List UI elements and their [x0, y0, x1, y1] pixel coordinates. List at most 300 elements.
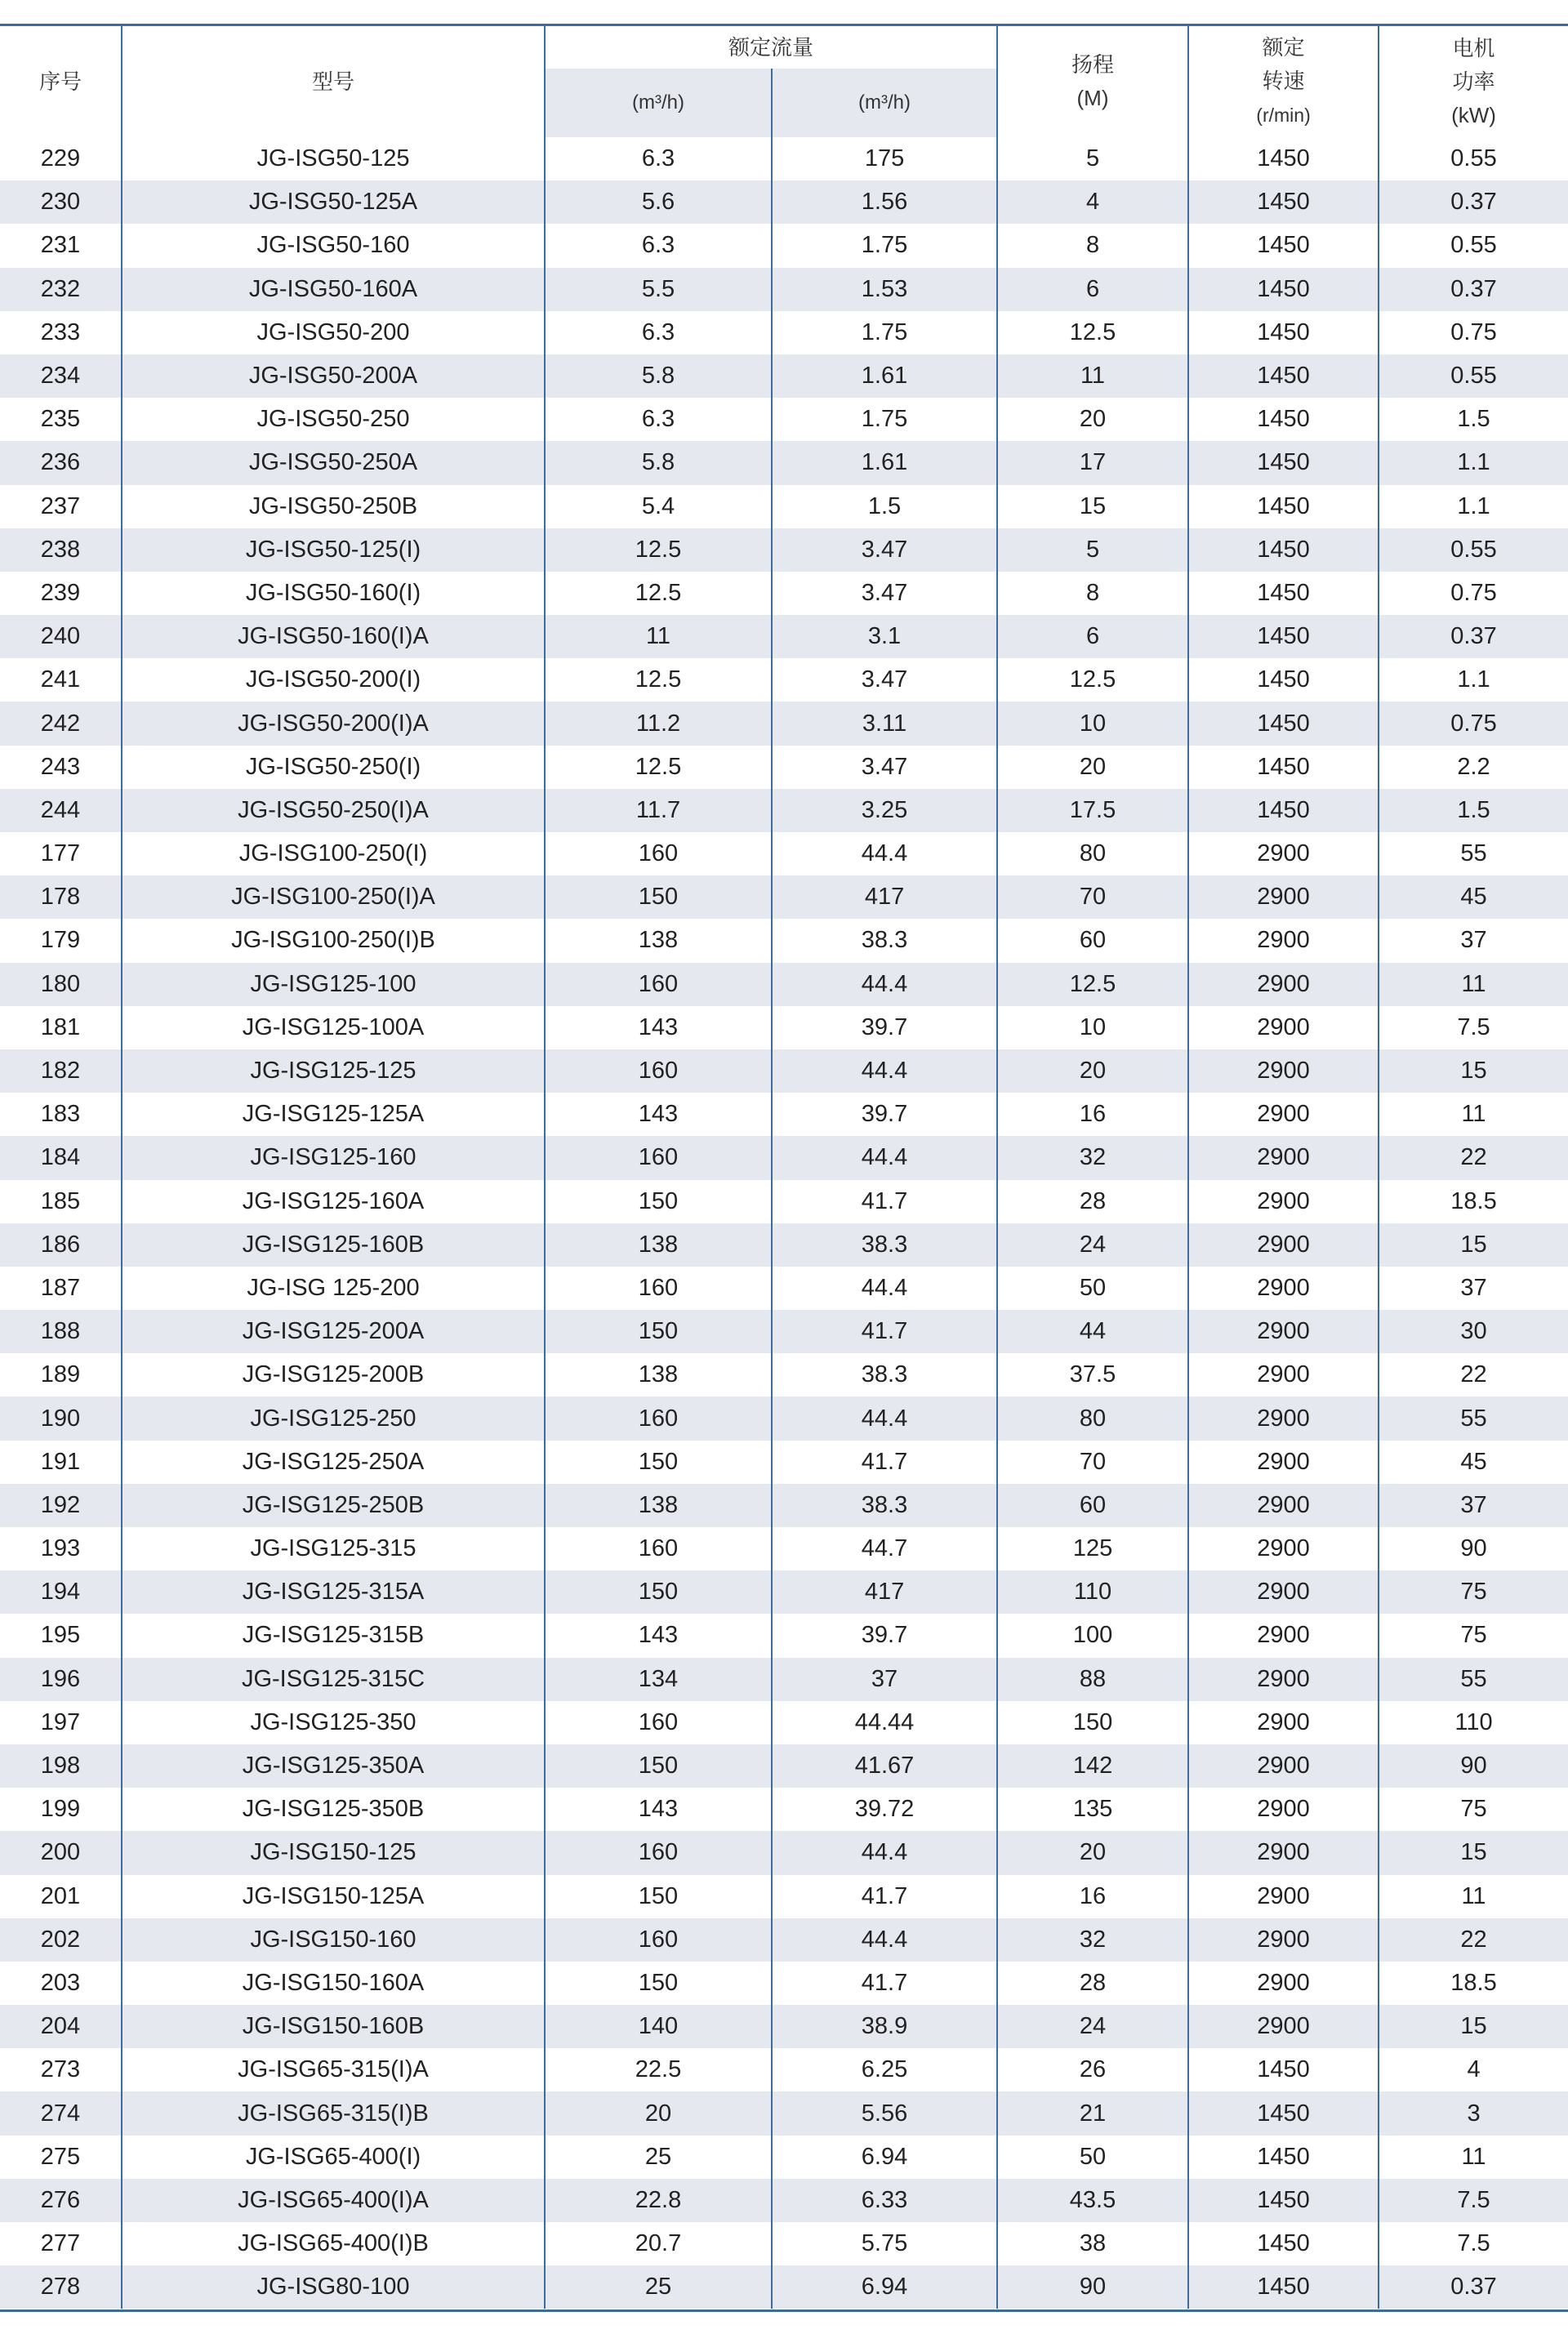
table-row — [0, 1875, 1568, 1918]
header-model-label: 型号 — [311, 69, 354, 94]
cell-power: 11 — [1379, 2136, 1568, 2179]
cell-power: 0.55 — [1379, 354, 1568, 398]
cell-power: 22 — [1379, 1136, 1568, 1179]
cell-no: 194 — [0, 1570, 122, 1614]
cell-flow-a: 12.5 — [545, 572, 772, 615]
cell-model: JG-ISG50-200A — [122, 354, 545, 398]
cell-flow-b: 6.94 — [772, 2265, 997, 2309]
cell-speed: 2900 — [1188, 1962, 1379, 2005]
cell-power: 0.55 — [1379, 224, 1568, 267]
cell-head: 6 — [997, 268, 1188, 311]
cell-no: 203 — [40, 1969, 81, 1996]
cell-speed: 2900 — [1188, 1570, 1379, 1614]
header-no-label: 序号 — [38, 69, 82, 94]
cell-speed: 2900 — [1188, 919, 1379, 962]
cell-model: JG-ISG125-125 — [122, 1049, 545, 1093]
cell-power: 90 — [1379, 1527, 1568, 1570]
table-row — [0, 875, 1568, 919]
cell-model: JG-ISG 125-200 — [122, 1267, 545, 1310]
cell-no: 275 — [40, 2143, 81, 2170]
cell-power: 7.5 — [1379, 1006, 1568, 1049]
cell-head: 37.5 — [997, 1353, 1188, 1396]
cell-head: 142 — [997, 1744, 1188, 1788]
cell-model: JG-ISG125-125A — [122, 1093, 545, 1136]
cell-power: 0.75 — [1379, 311, 1568, 354]
cell-flow-b: 3.25 — [772, 789, 997, 832]
cell-flow-a: 150 — [545, 1180, 772, 1223]
cell-flow-a: 20 — [545, 2091, 772, 2135]
header-speed-label-2: 转速 — [1262, 69, 1305, 93]
cell-speed: 2900 — [1188, 1484, 1379, 1527]
cell-power: 1.1 — [1379, 485, 1568, 528]
cell-speed: 2900 — [1188, 1744, 1379, 1788]
bottom-rule — [0, 2310, 1568, 2312]
header-head-label: 扬程 — [1071, 52, 1115, 77]
table-row — [0, 1918, 1568, 1962]
cell-no: 243 — [40, 753, 81, 780]
header-speed-unit: (r/min) — [1256, 105, 1311, 126]
cell-speed: 1450 — [1188, 746, 1379, 789]
table-row — [0, 180, 1568, 224]
cell-flow-b: 39.7 — [772, 1614, 997, 1657]
cell-flow-a: 25 — [545, 2265, 772, 2309]
cell-model: JG-ISG150-160A — [122, 1962, 545, 2005]
table-row — [0, 398, 1568, 441]
cell-speed: 1450 — [1188, 398, 1379, 441]
cell-power: 75 — [1379, 1570, 1568, 1614]
table-row — [0, 1006, 1568, 1049]
cell-model: JG-ISG125-100A — [122, 1006, 545, 1049]
cell-flow-b: 44.4 — [772, 1831, 997, 1874]
cell-flow-b: 1.61 — [772, 441, 997, 484]
header-no — [0, 26, 122, 137]
cell-no: 244 — [0, 789, 122, 832]
cell-head: 32 — [997, 1918, 1188, 1962]
cell-power: 75 — [1379, 1614, 1568, 1657]
cell-flow-b: 44.4 — [772, 1049, 997, 1093]
cell-head: 20 — [997, 1049, 1188, 1093]
table-row — [0, 268, 1568, 311]
cell-speed: 1450 — [1188, 789, 1379, 832]
cell-model: JG-ISG125-350 — [122, 1701, 545, 1744]
cell-power: 22 — [1379, 1353, 1568, 1396]
cell-model: JG-ISG125-250 — [122, 1396, 545, 1440]
cell-model: JG-ISG125-160A — [122, 1180, 545, 1223]
cell-speed: 1450 — [1188, 2179, 1379, 2222]
cell-power: 1.5 — [1379, 789, 1568, 832]
cell-flow-a: 5.4 — [545, 485, 772, 528]
cell-head: 70 — [997, 875, 1188, 919]
cell-model: JG-ISG125-315C — [122, 1658, 545, 1701]
cell-flow-a: 160 — [545, 1918, 772, 1962]
table-row — [0, 1136, 1568, 1179]
cell-speed: 1450 — [1188, 137, 1379, 180]
cell-speed: 1450 — [1188, 615, 1379, 658]
cell-flow-a: 160 — [545, 1527, 772, 1570]
cell-head: 16 — [997, 1093, 1188, 1136]
cell-model: JG-ISG100-250(I) — [122, 832, 545, 875]
cell-flow-a: 5.8 — [545, 354, 772, 398]
header-model — [122, 26, 545, 137]
cell-power: 37 — [1379, 919, 1568, 962]
cell-head: 70 — [997, 1441, 1188, 1484]
cell-speed: 2900 — [1188, 1353, 1379, 1396]
cell-flow-a: 12.5 — [545, 528, 772, 572]
cell-speed: 2900 — [1188, 1527, 1379, 1570]
cell-flow-b: 39.7 — [772, 1006, 997, 1049]
cell-head: 26 — [997, 2048, 1188, 2091]
table-row — [0, 1049, 1568, 1093]
cell-power: 18.5 — [1379, 1180, 1568, 1223]
cell-no: 276 — [0, 2179, 122, 2222]
cell-speed: 1450 — [1188, 702, 1379, 745]
cell-flow-a: 6.3 — [545, 224, 772, 267]
cell-head: 5 — [997, 137, 1188, 180]
cell-flow-b: 6.94 — [772, 2136, 997, 2179]
pump-spec-table — [0, 26, 1568, 2309]
cell-speed: 2900 — [1188, 1180, 1379, 1223]
cell-speed: 2900 — [1188, 832, 1379, 875]
cell-flow-b: 1.75 — [772, 311, 997, 354]
cell-model: JG-ISG65-315(I)B — [122, 2091, 545, 2135]
cell-flow-b: 1.75 — [772, 224, 997, 267]
cell-head: 80 — [997, 832, 1188, 875]
cell-flow-b: 175 — [772, 137, 997, 180]
cell-model: JG-ISG50-125(I) — [122, 528, 545, 572]
cell-head: 10 — [997, 1006, 1188, 1049]
header-flow — [545, 26, 997, 69]
cell-model: JG-ISG50-125 — [122, 137, 545, 180]
table-row — [0, 2048, 1568, 2091]
cell-no: 193 — [40, 1535, 81, 1562]
cell-flow-b: 6.25 — [772, 2048, 997, 2091]
cell-model: JG-ISG125-250B — [122, 1484, 545, 1527]
cell-head: 15 — [997, 485, 1188, 528]
cell-head: 12.5 — [997, 311, 1188, 354]
cell-head: 44 — [997, 1310, 1188, 1353]
cell-speed: 2900 — [1188, 1441, 1379, 1484]
cell-head: 50 — [997, 2136, 1188, 2179]
cell-no: 239 — [40, 579, 81, 606]
cell-speed: 1450 — [1188, 354, 1379, 398]
cell-flow-b: 1.53 — [772, 268, 997, 311]
cell-flow-a: 12.5 — [545, 746, 772, 789]
header-head-unit: (M) — [1076, 86, 1109, 110]
cell-speed: 2900 — [1188, 1006, 1379, 1049]
cell-flow-b: 38.3 — [772, 1353, 997, 1396]
cell-no: 180 — [0, 963, 122, 1006]
cell-speed: 2900 — [1188, 1918, 1379, 1962]
cell-head: 17 — [997, 441, 1188, 484]
cell-head: 24 — [997, 2005, 1188, 2048]
cell-no: 198 — [0, 1744, 122, 1788]
cell-power: 1.1 — [1379, 658, 1568, 702]
cell-speed: 2900 — [1188, 1223, 1379, 1267]
cell-speed: 1450 — [1188, 485, 1379, 528]
cell-model: JG-ISG50-160 — [122, 224, 545, 267]
cell-flow-b: 417 — [772, 875, 997, 919]
cell-power: 1.1 — [1379, 441, 1568, 484]
cell-head: 8 — [997, 224, 1188, 267]
cell-power: 7.5 — [1379, 2222, 1568, 2265]
cell-flow-a: 150 — [545, 1441, 772, 1484]
cell-head: 80 — [997, 1396, 1188, 1440]
header-power — [1379, 26, 1568, 137]
cell-power: 55 — [1379, 832, 1568, 875]
table-row — [0, 1614, 1568, 1657]
cell-flow-a: 25 — [545, 2136, 772, 2179]
cell-flow-a: 160 — [545, 963, 772, 1006]
cell-no: 177 — [40, 840, 81, 867]
cell-flow-b: 38.3 — [772, 1223, 997, 1267]
cell-flow-b: 44.4 — [772, 1918, 997, 1962]
cell-no: 184 — [0, 1136, 122, 1179]
cell-flow-a: 160 — [545, 1136, 772, 1179]
table-row — [0, 1701, 1568, 1744]
table-row — [0, 2136, 1568, 2179]
cell-model: JG-ISG150-125 — [122, 1831, 545, 1874]
cell-flow-b: 1.75 — [772, 398, 997, 441]
cell-head: 50 — [997, 1267, 1188, 1310]
cell-flow-b: 3.47 — [772, 658, 997, 702]
cell-flow-b: 6.33 — [772, 2179, 997, 2222]
cell-no: 273 — [40, 2056, 81, 2083]
cell-model: JG-ISG65-400(I)B — [122, 2222, 545, 2265]
cell-power: 15 — [1379, 1831, 1568, 1874]
cell-no: 189 — [40, 1361, 81, 1388]
cell-model: JG-ISG50-250 — [122, 398, 545, 441]
table-row — [0, 658, 1568, 702]
cell-flow-a: 22.5 — [545, 2048, 772, 2091]
cell-no: 181 — [40, 1013, 81, 1040]
cell-head: 12.5 — [997, 963, 1188, 1006]
cell-power: 75 — [1379, 1788, 1568, 1831]
cell-speed: 2900 — [1188, 1267, 1379, 1310]
cell-model: JG-ISG125-350A — [122, 1744, 545, 1788]
cell-speed: 1450 — [1188, 572, 1379, 615]
cell-flow-a: 138 — [545, 1353, 772, 1396]
cell-speed: 1450 — [1188, 2048, 1379, 2091]
cell-head: 38 — [997, 2222, 1188, 2265]
cell-flow-a: 20.7 — [545, 2222, 772, 2265]
cell-flow-a: 138 — [545, 919, 772, 962]
table-row — [0, 832, 1568, 875]
cell-model: JG-ISG50-200(I) — [122, 658, 545, 702]
cell-speed: 2900 — [1188, 963, 1379, 1006]
cell-flow-b: 1.56 — [772, 180, 997, 224]
cell-flow-a: 138 — [545, 1484, 772, 1527]
table-row — [0, 1310, 1568, 1353]
cell-model: JG-ISG50-250A — [122, 441, 545, 484]
cell-flow-b: 3.47 — [772, 746, 997, 789]
cell-model: JG-ISG50-250(I) — [122, 746, 545, 789]
cell-head: 17.5 — [997, 789, 1188, 832]
cell-flow-a: 150 — [545, 875, 772, 919]
cell-power: 0.75 — [1379, 572, 1568, 615]
cell-no: 202 — [0, 1918, 122, 1962]
cell-power: 45 — [1379, 875, 1568, 919]
table-row — [0, 1831, 1568, 1874]
cell-flow-a: 134 — [545, 1658, 772, 1701]
cell-power: 15 — [1379, 1049, 1568, 1093]
cell-flow-a: 12.5 — [545, 658, 772, 702]
cell-no: 240 — [0, 615, 122, 658]
cell-speed: 2900 — [1188, 1396, 1379, 1440]
cell-speed: 1450 — [1188, 528, 1379, 572]
table-row — [0, 354, 1568, 398]
cell-flow-b: 38.3 — [772, 1484, 997, 1527]
cell-speed: 2900 — [1188, 1788, 1379, 1831]
cell-no: 192 — [0, 1484, 122, 1527]
cell-head: 6 — [997, 615, 1188, 658]
cell-power: 11 — [1379, 963, 1568, 1006]
cell-model: JG-ISG65-315(I)A — [122, 2048, 545, 2091]
cell-no: 278 — [0, 2265, 122, 2309]
header-power-label-1: 电机 — [1452, 35, 1495, 60]
table-row — [0, 485, 1568, 528]
cell-head: 20 — [997, 398, 1188, 441]
cell-model: JG-ISG125-160 — [122, 1136, 545, 1179]
cell-model: JG-ISG125-315A — [122, 1570, 545, 1614]
cell-head: 125 — [997, 1527, 1188, 1570]
cell-model: JG-ISG125-315B — [122, 1614, 545, 1657]
cell-no: 195 — [40, 1622, 81, 1649]
table-row — [0, 2005, 1568, 2048]
table-row — [0, 137, 1568, 180]
cell-flow-a: 143 — [545, 1614, 772, 1657]
cell-flow-a: 160 — [545, 1396, 772, 1440]
cell-model: JG-ISG125-100 — [122, 963, 545, 1006]
table-row — [0, 746, 1568, 789]
cell-speed: 1450 — [1188, 311, 1379, 354]
cell-no: 187 — [40, 1274, 81, 1301]
cell-speed: 2900 — [1188, 1093, 1379, 1136]
cell-flow-b: 3.1 — [772, 615, 997, 658]
cell-flow-b: 1.61 — [772, 354, 997, 398]
cell-head: 24 — [997, 1223, 1188, 1267]
cell-flow-b: 38.9 — [772, 2005, 997, 2048]
cell-head: 16 — [997, 1875, 1188, 1918]
cell-power: 11 — [1379, 1875, 1568, 1918]
table-row — [0, 224, 1568, 267]
cell-model: JG-ISG150-125A — [122, 1875, 545, 1918]
cell-model: JG-ISG50-250(I)A — [122, 789, 545, 832]
cell-speed: 2900 — [1188, 1310, 1379, 1353]
cell-flow-b: 44.4 — [772, 832, 997, 875]
cell-model: JG-ISG50-160(I)A — [122, 615, 545, 658]
cell-no: 183 — [40, 1101, 81, 1128]
cell-head: 11 — [997, 354, 1188, 398]
cell-no: 232 — [0, 268, 122, 311]
header-speed — [1188, 26, 1379, 137]
cell-power: 3 — [1379, 2091, 1568, 2135]
cell-head: 20 — [997, 1831, 1188, 1874]
cell-head: 20 — [997, 746, 1188, 789]
cell-flow-b: 417 — [772, 1570, 997, 1614]
cell-power: 0.37 — [1379, 615, 1568, 658]
cell-model: JG-ISG65-400(I) — [122, 2136, 545, 2179]
cell-no: 185 — [40, 1187, 81, 1214]
cell-power: 55 — [1379, 1658, 1568, 1701]
cell-power: 7.5 — [1379, 2179, 1568, 2222]
header-flow-unit-2: (m³/h) — [772, 69, 997, 137]
table-row — [0, 1180, 1568, 1223]
cell-flow-a: 160 — [545, 1267, 772, 1310]
cell-no: 179 — [40, 927, 81, 954]
table-row — [0, 572, 1568, 615]
cell-no: 204 — [0, 2005, 122, 2048]
cell-flow-b: 3.11 — [772, 702, 997, 745]
cell-flow-b: 5.75 — [772, 2222, 997, 2265]
cell-no: 190 — [0, 1396, 122, 1440]
cell-no: 235 — [40, 406, 81, 433]
cell-no: 242 — [0, 702, 122, 745]
cell-speed: 2900 — [1188, 1875, 1379, 1918]
cell-power: 1.5 — [1379, 398, 1568, 441]
header-power-label-2: 功率 — [1452, 69, 1495, 94]
cell-power: 11 — [1379, 1093, 1568, 1136]
cell-flow-a: 6.3 — [545, 311, 772, 354]
cell-flow-b: 1.5 — [772, 485, 997, 528]
cell-model: JG-ISG100-250(I)A — [122, 875, 545, 919]
cell-head: 135 — [997, 1788, 1188, 1831]
cell-flow-a: 160 — [545, 1701, 772, 1744]
cell-no: 237 — [40, 492, 81, 519]
table-row — [0, 2222, 1568, 2265]
cell-speed: 2900 — [1188, 1049, 1379, 1093]
cell-power: 15 — [1379, 2005, 1568, 2048]
cell-flow-b: 44.4 — [772, 1136, 997, 1179]
table-row — [0, 963, 1568, 1006]
cell-flow-b: 41.67 — [772, 1744, 997, 1788]
cell-no: 231 — [40, 232, 81, 259]
cell-flow-a: 140 — [545, 2005, 772, 2048]
cell-speed: 2900 — [1188, 1658, 1379, 1701]
table-row — [0, 1093, 1568, 1136]
cell-speed: 1450 — [1188, 2265, 1379, 2309]
cell-flow-b: 44.4 — [772, 963, 997, 1006]
cell-flow-a: 143 — [545, 1006, 772, 1049]
cell-no: 238 — [0, 528, 122, 572]
cell-no: 186 — [0, 1223, 122, 1267]
cell-model: JG-ISG50-160A — [122, 268, 545, 311]
cell-flow-b: 39.72 — [772, 1788, 997, 1831]
cell-flow-a: 22.8 — [545, 2179, 772, 2222]
cell-no: 201 — [40, 1882, 81, 1909]
cell-flow-a: 150 — [545, 1875, 772, 1918]
cell-flow-b: 44.4 — [772, 1267, 997, 1310]
cell-flow-a: 11.2 — [545, 702, 772, 745]
cell-no: 188 — [0, 1310, 122, 1353]
cell-speed: 1450 — [1188, 2091, 1379, 2135]
cell-no: 277 — [40, 2230, 81, 2257]
cell-model: JG-ISG125-160B — [122, 1223, 545, 1267]
cell-no: 178 — [0, 875, 122, 919]
cell-speed: 2900 — [1188, 1831, 1379, 1874]
cell-flow-a: 6.3 — [545, 137, 772, 180]
table-row — [0, 1658, 1568, 1701]
cell-flow-b: 3.47 — [772, 572, 997, 615]
cell-power: 4 — [1379, 2048, 1568, 2091]
cell-no: 236 — [0, 441, 122, 484]
cell-flow-b: 5.56 — [772, 2091, 997, 2135]
table-header — [0, 26, 1568, 137]
table-row — [0, 1441, 1568, 1484]
cell-power: 37 — [1379, 1267, 1568, 1310]
table-row — [0, 528, 1568, 572]
cell-no: 197 — [40, 1708, 81, 1735]
cell-no: 229 — [40, 145, 81, 172]
